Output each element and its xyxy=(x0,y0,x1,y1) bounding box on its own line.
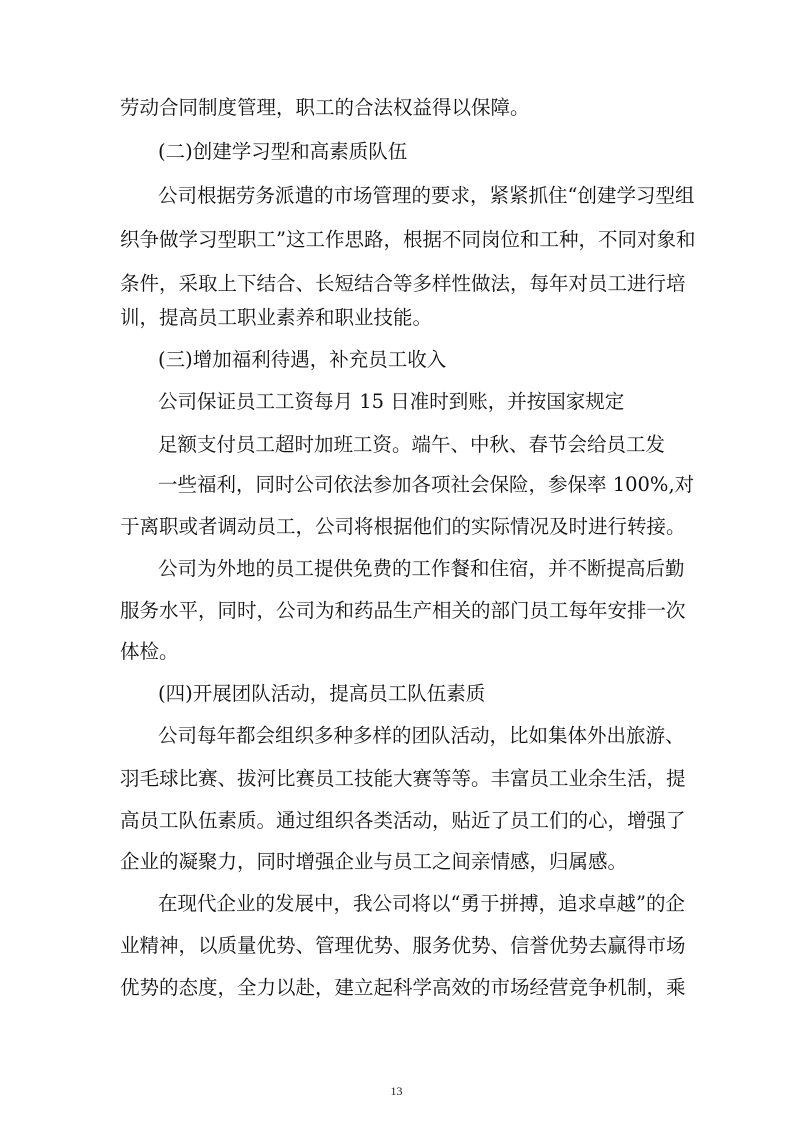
text-line: 服务水平，同时，公司为和药品生产相关的部门员工每年安排一次 xyxy=(120,599,686,622)
section-heading: (二)创建学习型和高素质队伍 xyxy=(158,140,408,163)
text-line: 公司根据劳务派遣的市场管理的要求，紧紧抓住“创建学习型组 xyxy=(158,184,695,207)
text-line: 体检。 xyxy=(120,640,179,663)
section-heading: (四)开展团队活动，提高员工队伍素质 xyxy=(158,682,486,705)
text-line: 足额支付员工超时加班工资。端午、中秋、春节会给员工发 xyxy=(158,433,666,456)
text-line: 羽毛球比赛、拔河比赛员工技能大赛等等。丰富员工业余生活，提 xyxy=(120,767,686,790)
text-line: 训，提高员工职业素养和职业技能。 xyxy=(120,306,433,329)
text-line: 在现代企业的发展中，我公司将以“勇于拼搏，追求卓越”的企 xyxy=(158,892,685,915)
section-heading: (三)增加福利待遇，补充员工收入 xyxy=(158,348,447,371)
text-line: 企业的凝聚力，同时增强企业与员工之间亲情感，归属感。 xyxy=(120,850,628,873)
text-line: 公司每年都会组织多种多样的团队活动，比如集体外出旅游、 xyxy=(158,724,685,747)
text-line: 条件，采取上下结合、长短结合等多样性做法，每年对员工进行培 xyxy=(120,272,686,295)
text-line: 优势的态度，全力以赴，建立起科学高效的市场经营竞争机制，乘 xyxy=(120,976,686,999)
text-line: 公司保证员工工资每月 15 日准时到账，并按国家规定 xyxy=(158,390,625,413)
text-line: 高员工队伍素质。通过组织各类活动，贴近了员工们的心，增强了 xyxy=(120,809,686,832)
text-line: 业精神，以质量优势、管理优势、服务优势、信誉优势去赢得市场 xyxy=(120,934,686,957)
text-line: 于离职或者调动员工，公司将根据他们的实际情况及时进行转接。 xyxy=(120,515,686,538)
text-line: 劳动合同制度管理，职工的合法权益得以保障。 xyxy=(120,96,530,119)
text-line: 一些福利，同时公司依法参加各项社会保险，参保率 100%,对 xyxy=(158,473,695,496)
text-line: 织争做学习型职工”这工作思路，根据不同岗位和工种，不同对象和 xyxy=(120,228,696,251)
page-number: 13 xyxy=(390,1084,403,1098)
text-line: 公司为外地的员工提供免费的工作餐和住宿，并不断提高后勤 xyxy=(158,557,685,580)
